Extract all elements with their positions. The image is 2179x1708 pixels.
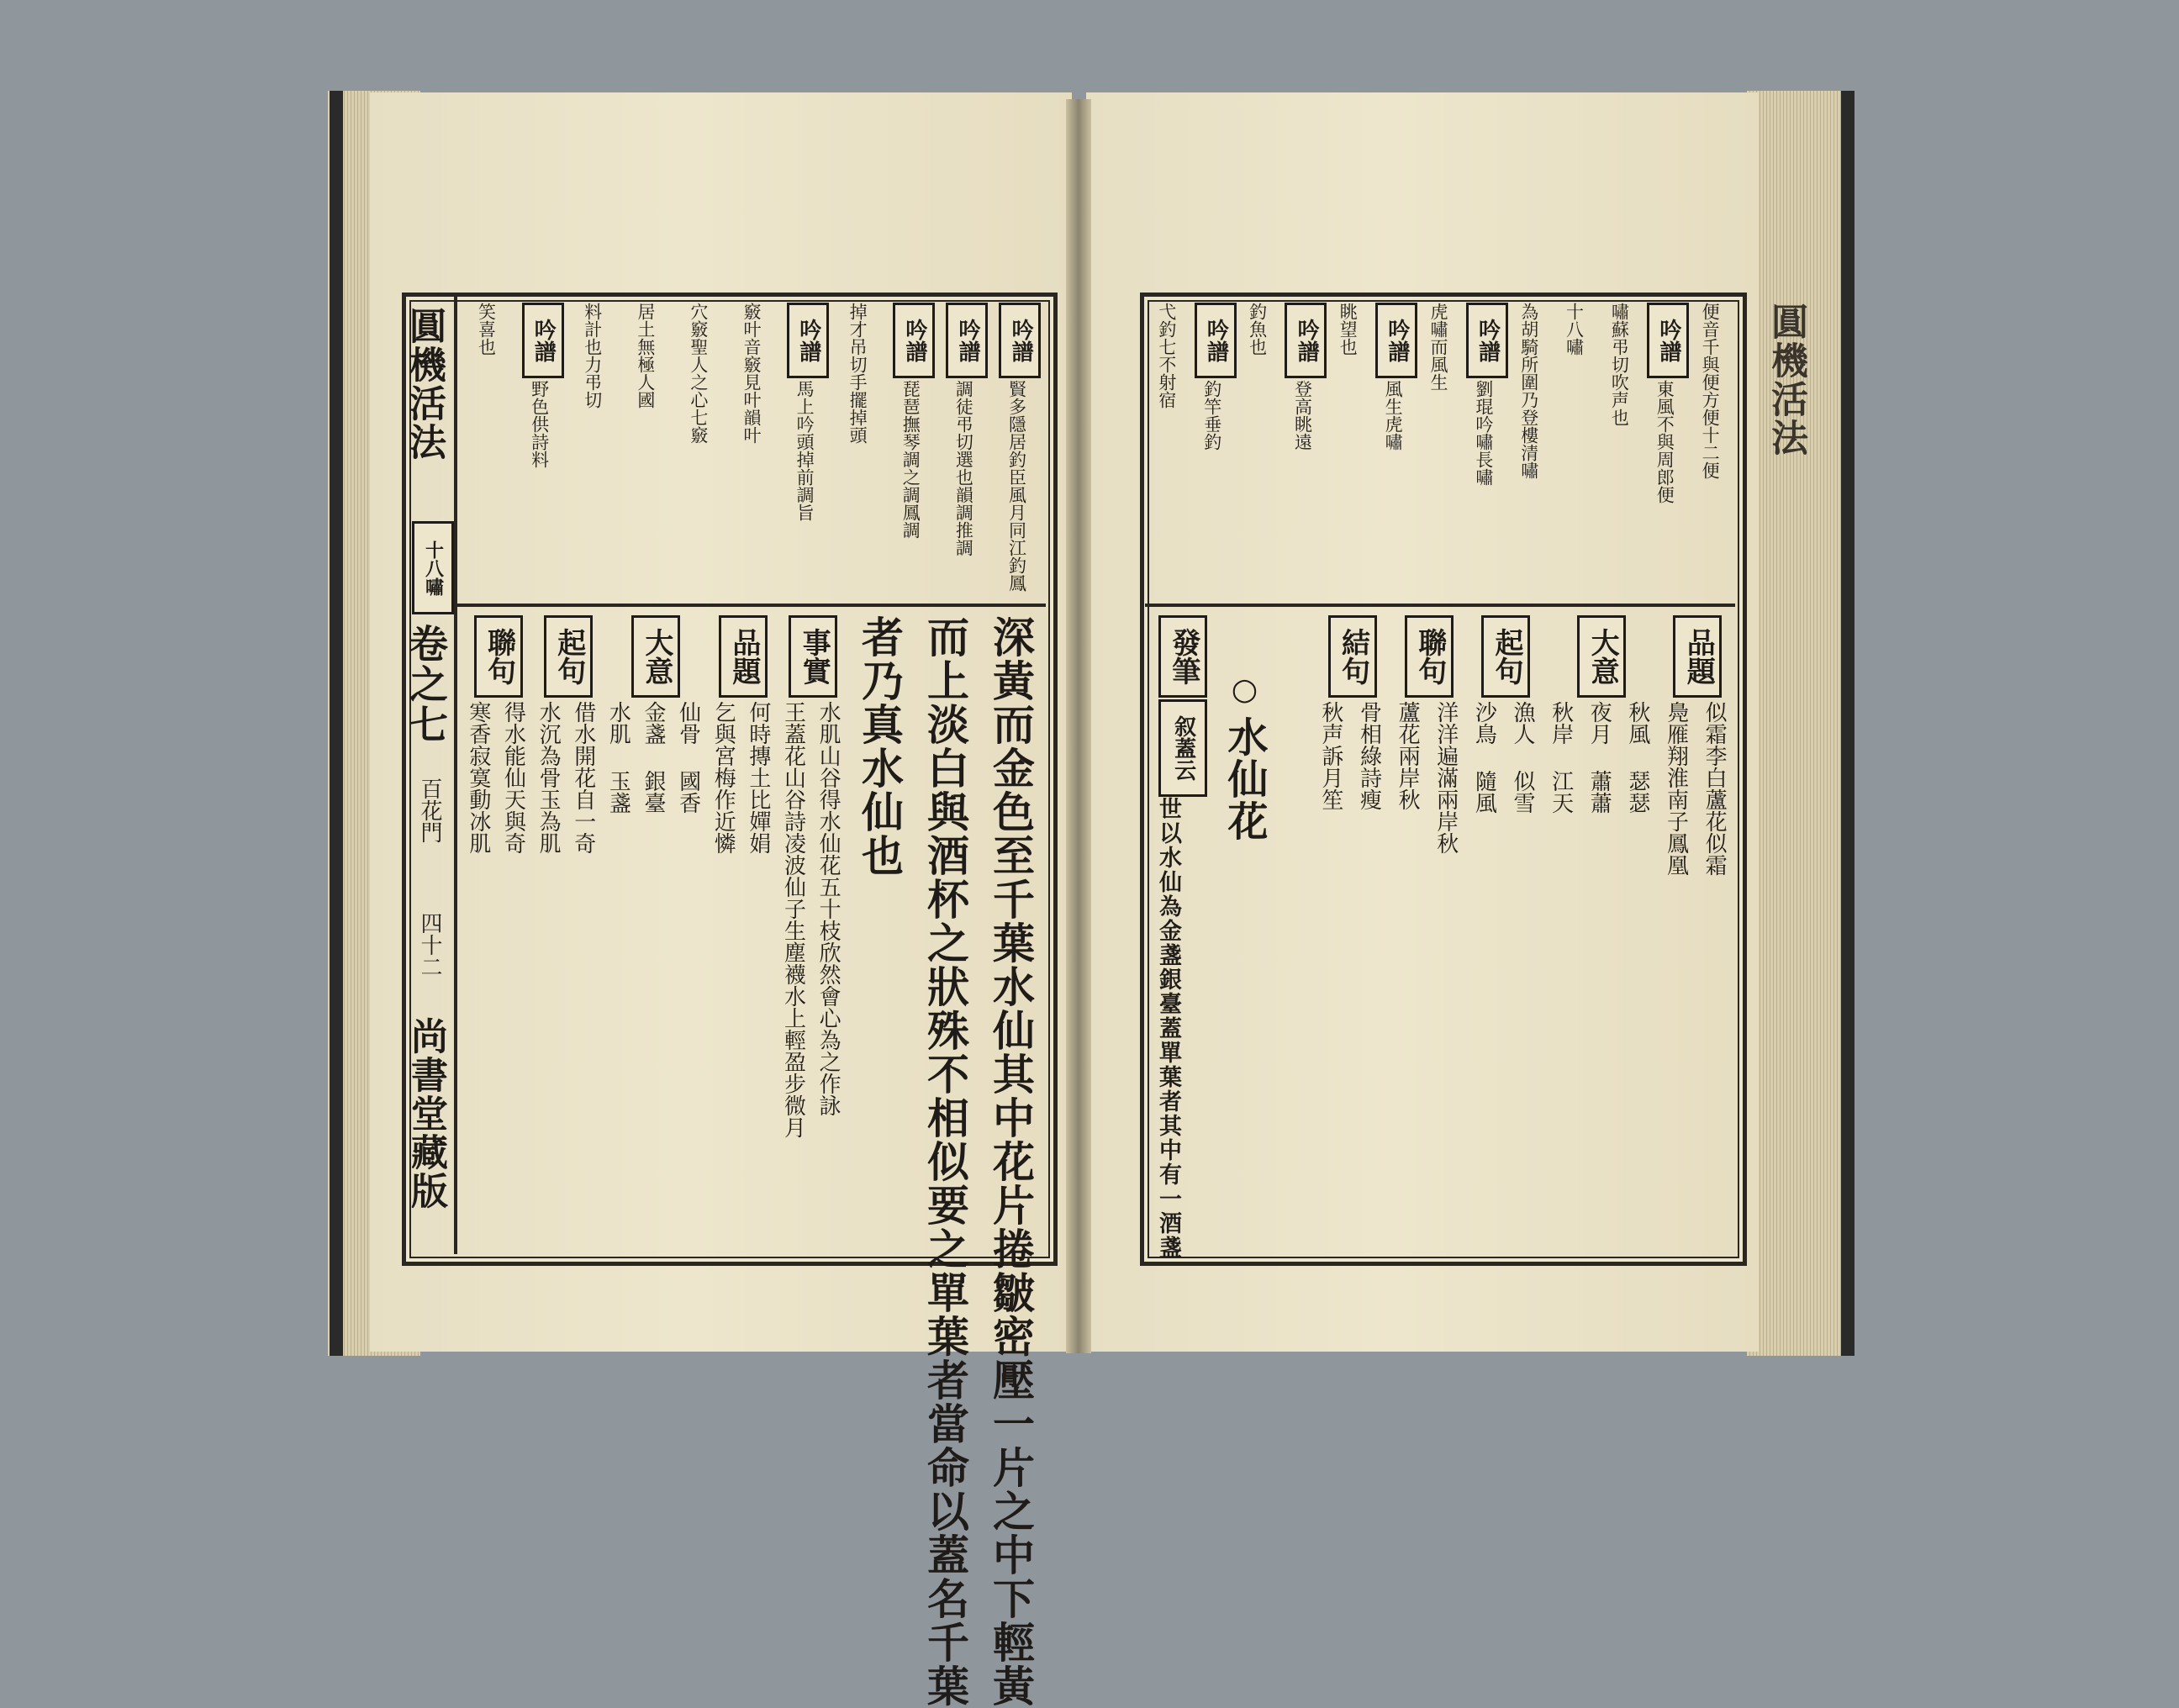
entry-text: 竅叶音竅見叶韻叶 <box>741 303 762 444</box>
entry-text: 登高眺遠 <box>1292 380 1313 451</box>
left-margin-folio: 四十二 <box>417 912 442 978</box>
entry-text: 琵琶撫琴調之調鳳調 <box>900 380 921 539</box>
left-margin-title: 圓機活法 <box>403 307 446 461</box>
entry-tag: 吟譜 <box>1285 303 1327 378</box>
section-line: 秋声訴月笙 <box>1317 701 1343 810</box>
section-tag: 結句 <box>1328 615 1377 698</box>
entry-tag: 吟譜 <box>522 303 564 378</box>
entry-text: 野色供詩料 <box>529 380 550 468</box>
section-tag: 事實 <box>789 615 837 698</box>
main-text-column: 而上淡白與酒杯之狀殊不相似要之單葉者當命以蓋名千葉 <box>921 615 970 1708</box>
entry-text: 調徒弔切選也韻調推調 <box>953 380 974 556</box>
section-tag: 大意 <box>631 615 680 698</box>
entry-text: 料計也力弔切 <box>582 303 603 409</box>
section-line: 鳧雁翔淮南子鳳凰 <box>1663 701 1689 876</box>
entry-text: 眺望也 <box>1337 303 1359 356</box>
section-line: 沙鳥 隨風 <box>1471 701 1497 814</box>
entry-text: 笑喜也 <box>476 303 497 356</box>
cover-left <box>330 91 343 1356</box>
entry-tag: 吟譜 <box>946 303 988 378</box>
section-line: 水肌山谷得水仙花五十枝欣然會心為之作詠 <box>815 701 842 1116</box>
section-tag: 品題 <box>1673 615 1722 698</box>
new-heading: 水仙花 <box>1221 716 1268 842</box>
section-line: 金盞 銀臺 <box>641 701 666 814</box>
book-gutter <box>1066 99 1091 1353</box>
section-line: 蘆花兩岸秋 <box>1395 701 1421 810</box>
entry-text: 為胡騎所圍乃登樓清嘯 <box>1518 303 1539 479</box>
final-subtag: 叙蓋云 <box>1158 699 1207 797</box>
entry-text: 居土無極人國 <box>635 303 656 409</box>
section-line: 洋洋遍滿兩岸秋 <box>1432 701 1459 854</box>
main-text-column: 者乃真水仙也 <box>855 615 905 878</box>
entry-text: 釣竿垂釣 <box>1201 380 1222 451</box>
left-main-text <box>849 610 1046 1708</box>
section-tag: 起句 <box>544 615 593 698</box>
entry-text: 風生虎嘯 <box>1383 380 1404 451</box>
left-lower-sections <box>461 610 846 1254</box>
section-tag: 聯句 <box>474 615 523 698</box>
section-line: 水沉為骨玉為肌 <box>536 701 562 854</box>
right-upper-entries <box>1145 299 1733 600</box>
section-line: 借水開花自一奇 <box>570 701 596 854</box>
entry-tag: 吟譜 <box>1195 303 1237 378</box>
entry-text: 嘯蘇弔切吹声也 <box>1609 303 1630 426</box>
cover-right <box>1841 91 1855 1356</box>
main-text-column: 深黃而金色至千葉水仙其中花片捲皺密壓一片之中下輕黃 <box>986 615 1036 1708</box>
right-page-stack <box>1747 91 1848 1356</box>
entry-text: 馬上吟頭掉前調旨 <box>794 380 815 521</box>
entry-text: 釣魚也 <box>1247 303 1268 356</box>
final-tag: 發筆 <box>1158 615 1207 698</box>
left-upper-entries <box>461 299 1044 600</box>
entry-text: 虎嘯而風生 <box>1428 303 1448 391</box>
section-line: 仙骨 國香 <box>675 701 701 814</box>
section-line: 得水能仙天與奇 <box>500 701 526 854</box>
entry-text: 東風不與周郎便 <box>1654 380 1675 503</box>
section-line: 乞與宮梅作近憐 <box>710 701 736 854</box>
entry-text: 掉才吊切手擺掉頭 <box>847 303 868 444</box>
entry-tag: 吟譜 <box>1466 303 1508 378</box>
left-margin-publisher: 尚書堂藏版 <box>404 1017 447 1210</box>
entry-text: 弋釣七不射宿 <box>1156 303 1177 409</box>
left-margin-category: 百花門 <box>417 778 442 843</box>
entry-tag: 吟譜 <box>1375 303 1417 378</box>
left-margin-volume: 卷之七 <box>404 624 449 745</box>
entry-text: 賢多隱居釣臣風月同江釣鳳 <box>1006 380 1027 592</box>
right-band-divider <box>1145 604 1735 607</box>
section-line: 何時摶土比嬋娟 <box>745 701 771 854</box>
section-tag: 起句 <box>1481 615 1530 698</box>
section-tag: 品題 <box>719 615 768 698</box>
section-line: 漁人 似雪 <box>1510 701 1535 814</box>
left-margin-rule <box>454 296 457 1254</box>
left-band-divider <box>457 604 1046 607</box>
heading-marker: ○ <box>1227 672 1262 707</box>
section-tag: 大意 <box>1577 615 1626 698</box>
entry-tag: 吟譜 <box>1647 303 1689 378</box>
section-line: 夜月 蕭蕭 <box>1586 701 1612 814</box>
entry-text: 十八嘯 <box>1564 303 1585 356</box>
left-margin-section: 十八嘯 <box>412 521 454 614</box>
section-line: 王蓋花山谷詩凌波仙子生塵襪水上輕盈步微月 <box>780 701 806 1138</box>
entry-tag: 吟譜 <box>893 303 935 378</box>
entry-tag: 吟譜 <box>999 303 1041 378</box>
section-line: 水肌 玉盞 <box>605 701 631 814</box>
entry-text: 穴竅聖人之心七竅 <box>688 303 709 444</box>
right-margin-title: 圓機活法 <box>1765 303 1807 457</box>
entry-text: 劉琨吟嘯長嘯 <box>1473 380 1494 486</box>
final-text: 世以水仙為金盞銀臺蓋單葉者其中有一酒盞 <box>1155 797 1181 1260</box>
section-line: 似霜李白蘆花似霜 <box>1702 701 1728 876</box>
section-line: 秋風 瑟瑟 <box>1624 701 1650 814</box>
entry-tag: 吟譜 <box>787 303 829 378</box>
section-line: 秋岸 江天 <box>1548 701 1574 814</box>
right-lower-sections <box>1311 610 1733 1254</box>
section-line: 寒香寂寞動冰肌 <box>465 701 491 854</box>
section-line: 骨相綠詩瘦 <box>1356 701 1382 810</box>
entry-text: 便音千與便方便十二便 <box>1700 303 1721 479</box>
section-tag: 聯句 <box>1405 615 1454 698</box>
